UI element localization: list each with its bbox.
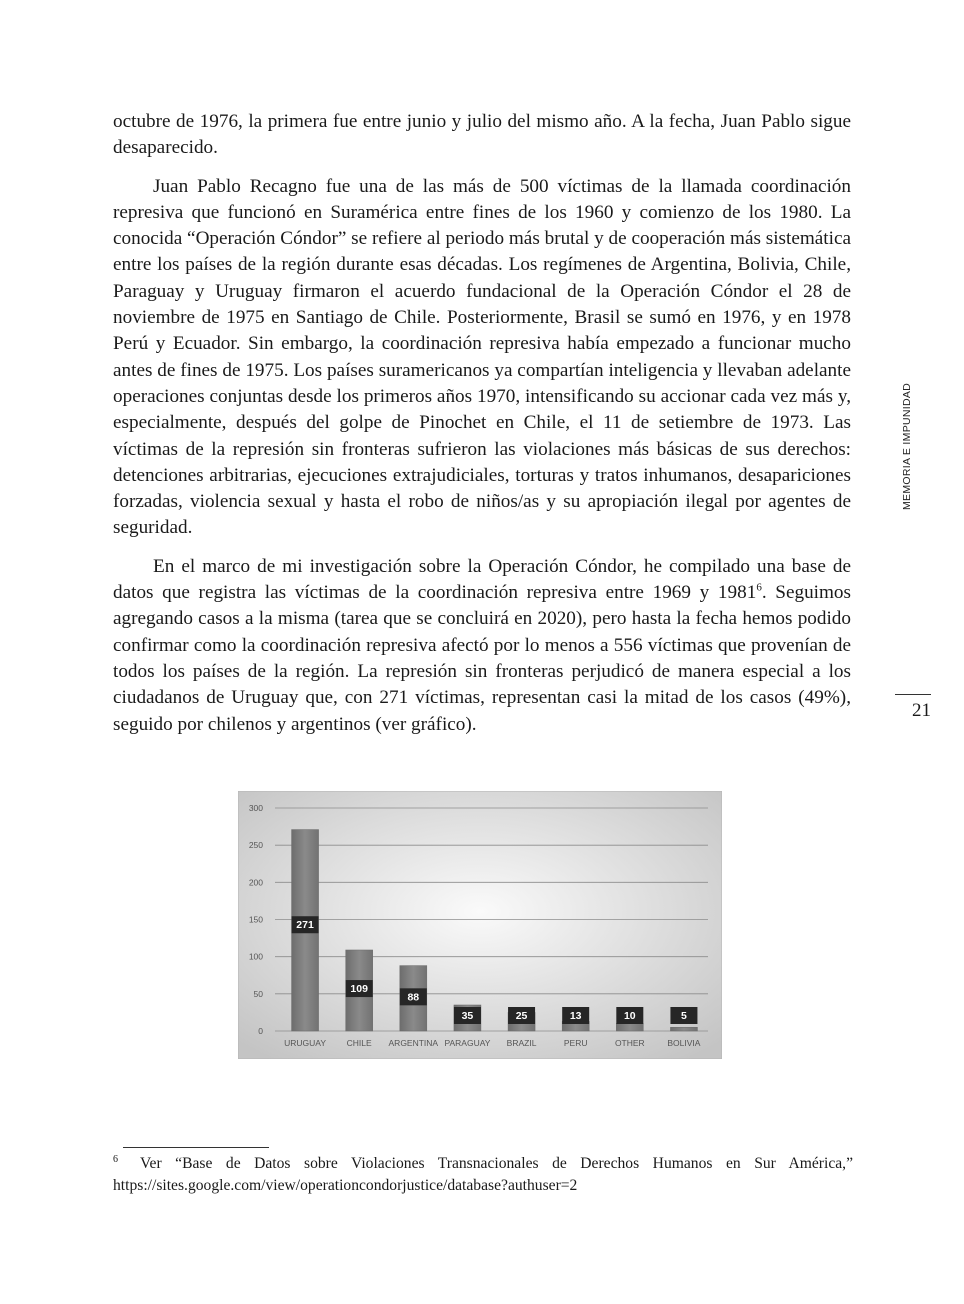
data-label: 25 [515, 1010, 528, 1022]
y-tick-label: 50 [253, 988, 263, 999]
data-label: 13 [569, 1010, 582, 1022]
victims-bar-chart [238, 791, 722, 1059]
data-label: 35 [461, 1010, 474, 1022]
x-tick-label: OTHER [614, 1038, 645, 1048]
page-number-rule [895, 694, 931, 695]
paragraph-3 [113, 554, 851, 738]
x-tick-label: PERU [563, 1038, 588, 1048]
footnote-text: Ver “Base de Datos sobre Violaciones Transnacionales de Derechos Humanos en Sur América,” https://sites.google.com/view/operationcondorjustice/database?authuser=2 [113, 1155, 853, 1194]
page-number: 21 [912, 700, 931, 721]
x-tick-label: PARAGUAY [444, 1038, 491, 1048]
y-tick-label: 300 [248, 803, 263, 813]
y-tick-label: 0 [258, 1026, 263, 1036]
data-label: 88 [407, 991, 420, 1004]
footnote-separator [123, 1147, 269, 1148]
y-tick-label: 200 [248, 877, 263, 888]
x-tick-label: BRAZIL [506, 1038, 537, 1048]
chart-svg [238, 791, 722, 1059]
paragraph-3-text-a: En el marco de mi investigación sobre la Operación Cóndor, he compilado una base de datos que registra las víctimas de la coordinación represiva entre 1969 y 1981 [113, 555, 851, 604]
data-label: 109 [350, 983, 368, 996]
footnote-reference[interactable]: 6 [756, 581, 762, 594]
footnote-number: 6 [113, 1153, 118, 1165]
footnote [113, 1153, 853, 1197]
y-tick-label: 150 [248, 914, 263, 925]
body-text [113, 109, 851, 750]
bar-bolivia [670, 1027, 697, 1031]
paragraph-1: octubre de 1976, la primera fue entre junio y julio del mismo año. A la fecha, Juan Pablo sigue desaparecido. [113, 111, 851, 159]
data-label: 5 [681, 1010, 687, 1022]
paragraph-2: Juan Pablo Recagno fue una de las más de 500 víctimas de la llamada coordinación represiva que funcionó en Suramérica entre fines de los 1960 y comienzo de los 1980. La conocida “Operación Cóndor” se refiere al periodo más brutal y de cooperación más sistemática entre los países de la región durante esas décadas. Los regímenes de Argentina, Bolivia, Chile, Paraguay y Uruguay firmaron el acuerdo fundacional de la Operación Cóndor el 28 de noviembre de 1975 en Santiago de Chile. Posteriormente, Brasil se sumó en 1976, y en 1978 Perú y Ecuador. Sin embargo, la coordinación represiva había empezado a funcionar mucho antes de fines de 1975. Los países suramericanos ya compartían inteligencia y llevaban adelante operaciones conjuntas desde los primeros años 1970, intensificando su accionar cada vez más y, especialmente, después del golpe de Pinochet en Chile, el 11 de setiembre de 1973. Las víctimas de la represión sin fronteras sufrieron las violaciones más básicas de sus derechos: detenciones arbitrarias, ejecuciones extrajudiciales, torturas y tratos inhumanos, desapariciones forzadas, violencia sexual y hasta el robo de niños/as y su apropiación ilegal por agentes de seguridad. [113, 175, 851, 539]
y-tick-label: 100 [248, 951, 263, 962]
data-label: 271 [296, 919, 314, 932]
y-tick-label: 250 [248, 840, 263, 851]
x-tick-label: ARGENTINA [388, 1038, 439, 1048]
x-tick-label: CHILE [346, 1038, 372, 1048]
running-header: MEMORIA E IMPUNIDAD [901, 382, 913, 510]
data-label: 10 [623, 1010, 636, 1022]
x-tick-label: URUGUAY [284, 1038, 326, 1048]
x-tick-label: BOLIVIA [667, 1038, 701, 1048]
bar-other [616, 1024, 643, 1031]
paragraph-3-text-b: . Seguimos agregando casos a la misma (tarea que se concluirá en 2020), pero hasta la fecha hemos podido confirmar como la coordinación represiva afectó por lo menos a 556 víctimas que provenían de todos los países de la región. La represión sin fronteras perjudicó de manera especial a los ciudadanos de Uruguay que, con 271 víctimas, representan casi la mitad de los casos (49%), seguido por chilenos y argentinos (ver gráfico). [113, 582, 851, 735]
